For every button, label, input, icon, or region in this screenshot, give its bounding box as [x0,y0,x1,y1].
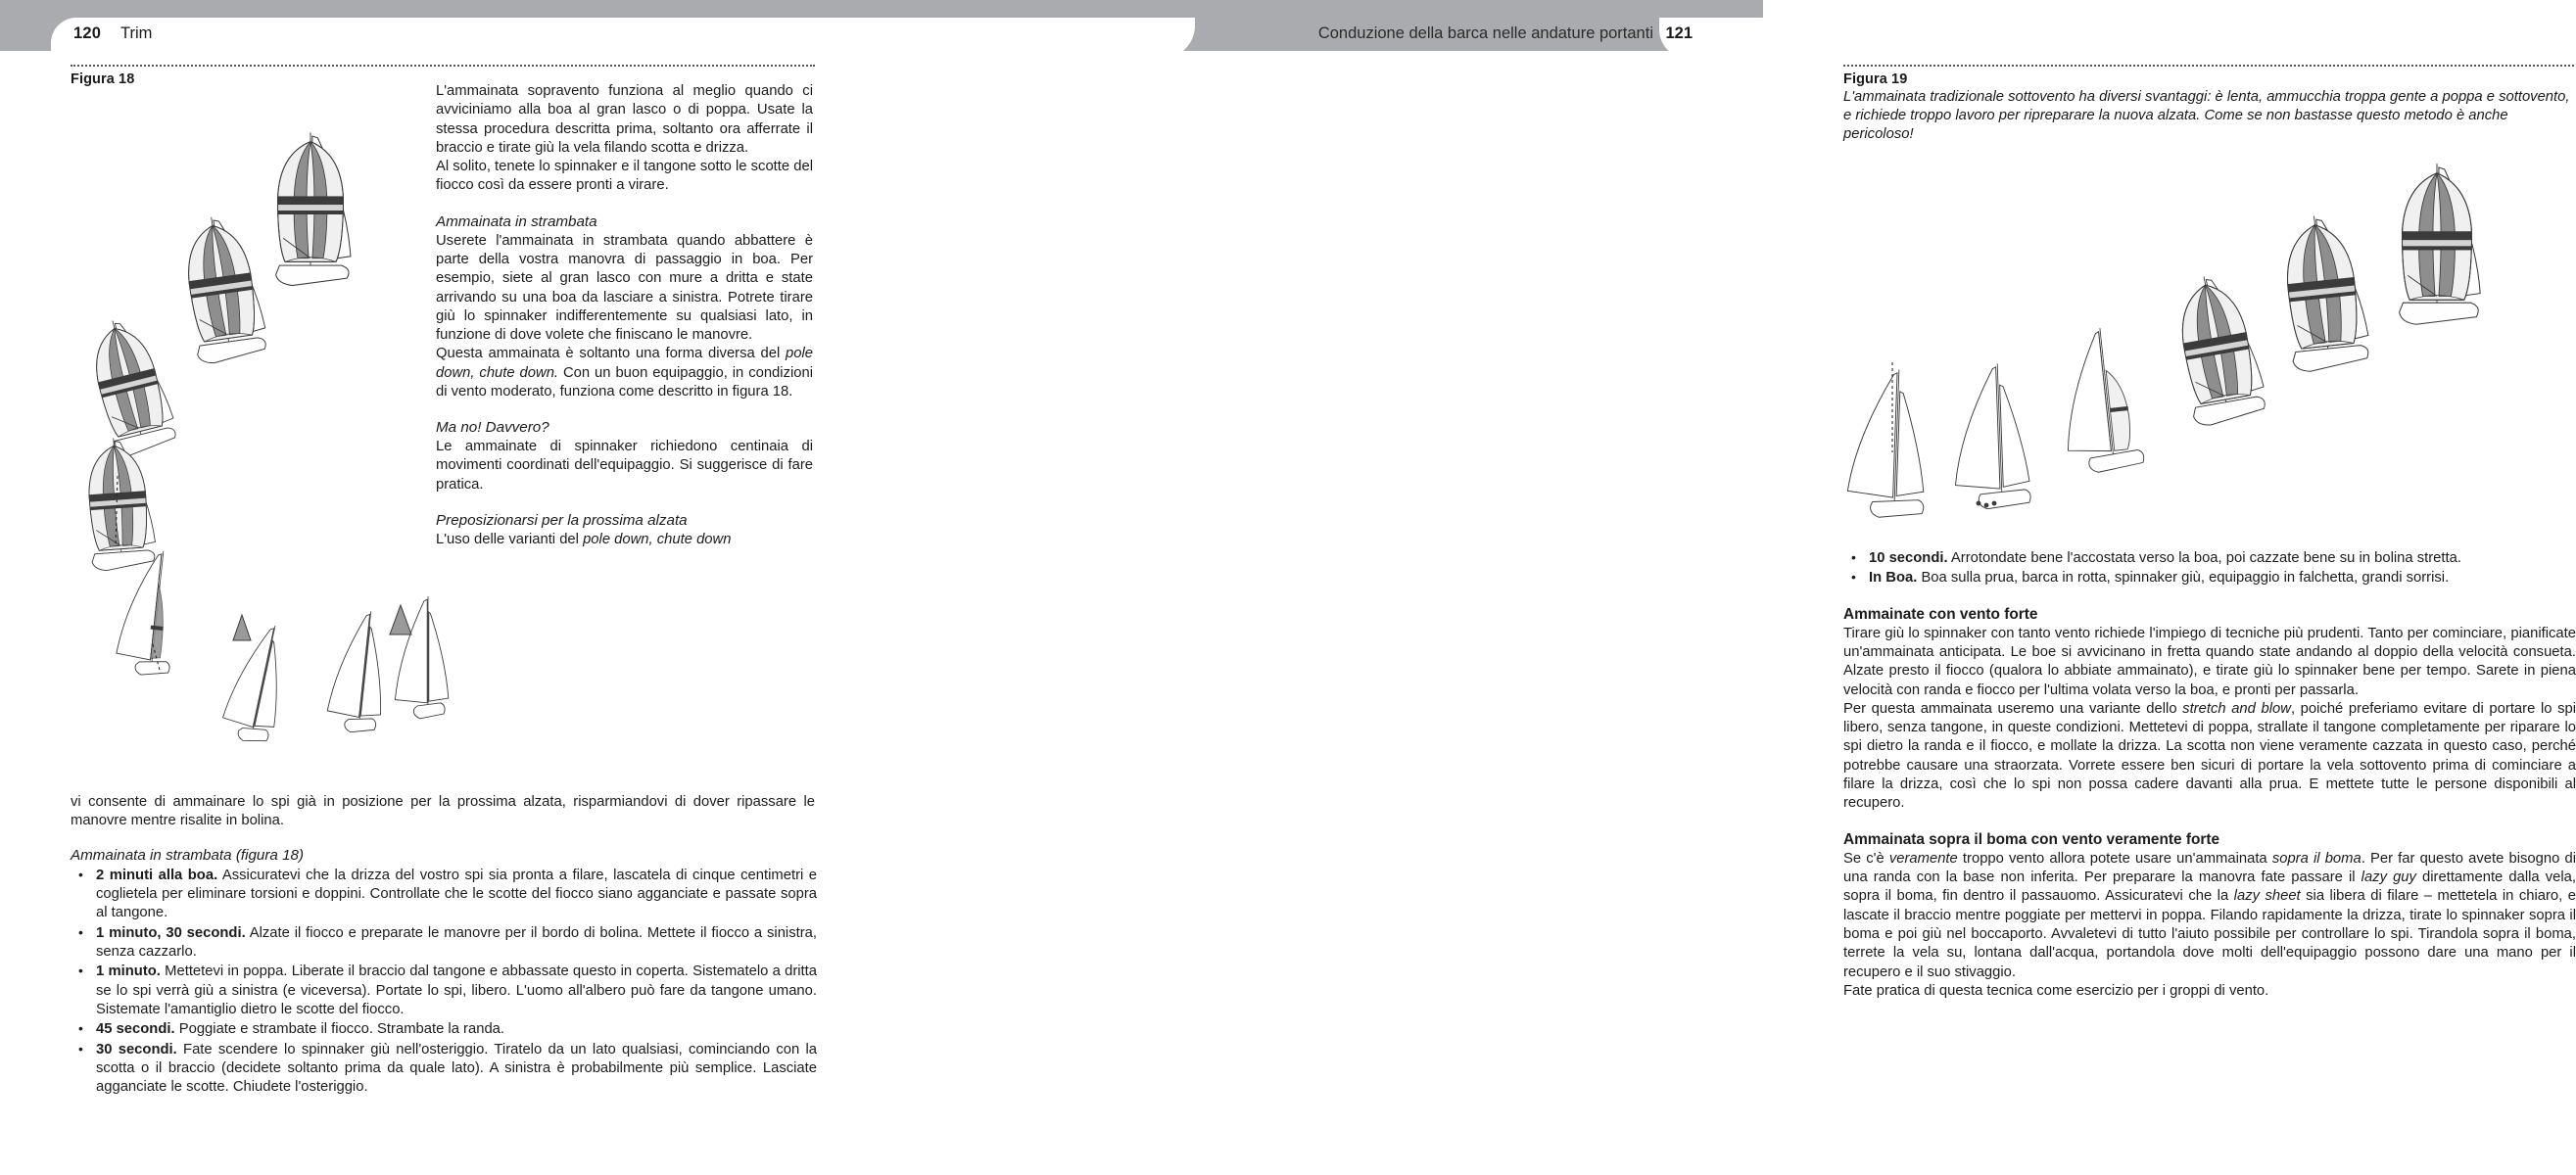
list-item [71,924,817,963]
heading-ma-no-davvero: Ma no! Davvero? [436,419,549,437]
sb-d: direttamente dalla vela, sopra il boma, fin dentro il passauomo. Assicuratevi che la [1843,870,2576,905]
figure-19-rule [1843,65,2574,67]
figure-18-label: Figura 18 [71,71,135,87]
heading-ammainate-vento-forte: Ammainate con vento forte [1843,605,2038,623]
page-right [882,51,2576,1175]
sb-b: troppo vento allora potete usare un'ammainata [1957,850,2272,867]
running-head-left: Trim [120,24,153,42]
sb-i4: lazy sheet [2233,888,2301,905]
list-item-text: Mettetevi in poppa. Liberate il braccio dal tangone e abbassate questo in coperta. Sistematelo a dritta se lo spi verrà giù a sinistra (e viceversa). Portate lo spi, libero. L'uomo all'albero può fare da tangone umano. Sistemate l'amantiglio dietro le scotte del fiocco. [96,964,818,1017]
paragraph-ma-no: Le ammainate di spinnaker richiedono centinaia di movimenti coordinati dell'equipaggio. Si suggerisce di fare pratica. [436,439,813,493]
checklist-right-items [1843,549,2576,588]
sb-e: sia libera di filare – mettetela in chiaro, e lascate il braccio mentre poggiate per mettervi in poppa. Filando rapidamente la drizza, tirate lo spinnaker sopra il boma e poi giù nel boccaporto. Avvaletevi di tutto l'aiuto possibile per controllare lo spi. Tirandola sopra il boma, terrete la vela su, lontana dall'acqua, portandola dove molti dell'equipaggio possono dare una mano per il recupero e il suo stivaggio. [1843,888,2576,980]
figure-18-rule [71,65,815,67]
list-item [1843,569,2576,588]
list-item-text: Fate scendere lo spinnaker giù nell'osteriggio. Tiratelo da un lato qualsiasi, cominciando con la scotta o il braccio (decidete soltanto prima da quale lato). A sinistra è probabilmente più semplice. Lasciate agganciate le scotte. Chiudete l'osteriggio. [96,1041,817,1096]
heading-checklist-strambata: Ammainata in strambata (figura 18) [71,847,305,864]
left-text-column [436,82,813,549]
paragraph-vento-forte-2 [1843,700,2576,814]
figure-19-illustration [1832,119,2576,540]
list-item [71,1041,817,1098]
list-item-label: 30 secondi. [96,1041,177,1058]
left-wide-text [71,793,815,831]
list-item-label: In Boa. [1869,570,1918,587]
page-number-left: 120 [73,24,102,42]
strambata-2-b: Con un buon equipaggio, in condizioni di vento moderato, funziona come descritto in figura 18. [436,364,814,400]
list-item-label: 45 secondi. [96,1021,175,1038]
page-number-right: 121 [1665,24,1693,42]
paragraph-sopravento-1: L'ammainata sopravento funziona al meglio quando ci avviciniamo alla boa al gran lasco o di poppa. Usate la stessa procedura descritta prima, soltanto ora afferrate il braccio e tirate giù la vela filando scotta e drizza. [436,83,813,156]
sb-c: . Per far questo avete bisogno di una randa con la base non inferita. Per preparare la manovra fate passare il [1843,850,2576,886]
vf2-italic: stretch and blow [2182,700,2291,717]
sb-a: Se c'è [1843,850,1889,867]
heading-ammainata-in-strambata: Ammainata in strambata [436,212,597,230]
list-item [71,1020,817,1039]
paragraph-vento-forte-1: Tirare giù lo spinnaker con tanto vento richiede l'impiego di tecniche più prudenti. Tanto per cominciare, pianificate un'ammainata anticipata. Le boe si avvicinano in fretta quando state andando al doppio della velocità consueta. Alzate presto il fiocco (qualora lo abbiate ammainato), e tirate giù lo spinnaker bene per tempo. Sarete in piena velocità con randa e fiocco per l'ultima volata verso la boa, e pronti per passarla. [1843,625,2576,698]
paragraph-sopra-boma-1 [1843,850,2576,982]
strambata-2-a: Questa ammainata è soltanto una forma diversa del [436,346,787,362]
checklist-left-items [71,867,817,1098]
list-item-label: 1 minuto. [96,964,161,980]
list-item-label: 10 secondi. [1869,550,1948,566]
prepos-a: L'uso delle varianti del [436,531,584,547]
list-item-label: 1 minuto, 30 secondi. [96,924,246,941]
paragraph-sopra-boma-2: Fate pratica di questa tecnica come esercizio per i groppi di vento. [1843,982,2269,999]
list-item-text: Poggiate e strambate il fiocco. Strambate la randa. [174,1021,505,1038]
running-head-right: Conduzione della barca nelle andature portanti [1317,24,1653,42]
page-left [0,51,882,1175]
list-item [1843,549,2576,568]
list-item-label: 2 minuti alla boa. [96,867,218,883]
sb-i1: veramente [1888,850,1958,867]
paragraph-preposizionarsi-head [436,531,813,549]
left-checklist [71,846,817,1097]
figure-18-svg [71,86,448,772]
sb-i2: sopra il boma [2271,850,2361,867]
figure-19-label: Figura 19 [1843,71,1908,87]
prepos-italic: pole down, chute down [583,531,732,547]
sb-i3: lazy guy [2361,870,2416,886]
paragraph-strambata-1: Userete l'ammainata in strambata quando abbattere è parte della vostra manovra di passaggio in boa. Per esempio, siete al gran lasco con mure a dritta e state arrivando su una boa da lasciare a sinistra. Potrete tirare giù lo spinnaker indifferentemente su qualsiasi lato, in funzione di dove volete che finiscano le manovre. [436,232,813,344]
list-item-text: Boa sulla prua, barca in rotta, spinnaker giù, equipaggio in falchetta, grandi sorrisi. [1917,570,2450,587]
figure-19-caption: L'ammainata tradizionale sottovento ha diversi svantaggi: è lenta, ammucchia troppa gente a poppa e sottovento, e richiede troppo lavoro per ripreparare la nuova alzata. Come se non bastasse questo metodo è anche pericoloso! [1843,89,2570,143]
strambata-2-italic: pole down, chute down. [436,346,813,381]
paragraph-preposizionarsi-tail: vi consente di ammainare lo spi già in posizione per la prossima alzata, risparmiandovi di dover ripassare le manovre mentre risalite in bolina. [71,794,815,829]
heading-preposizionarsi: Preposizionarsi per la prossima alzata [436,512,688,529]
paragraph-sopravento-2: Al solito, tenete lo spinnaker e il tangone sotto le scotte del fiocco così da essere pronti a virare. [436,159,813,194]
paragraph-strambata-2 [436,345,813,401]
figure-19-svg [1832,119,2576,540]
list-item-text: Alzate il fiocco e preparate le manovre per il bordo di bolina. Mettete il fiocco a sinistra, senza cazzarlo. [96,924,817,961]
list-item [71,867,817,923]
list-item [71,963,817,1019]
list-item-text: Assicuratevi che la drizza del vostro spi sia pronta a filare, lascatela di cinque centimetri e coglietela per eliminare torsioni e doppini. Controllate che le scotte del fiocco siano agganciate e passate sopra al tangone. [96,867,818,921]
right-body-column [1843,548,2576,1001]
vf2-b: , poiché preferiamo evitare di portare lo spi libero, senza tangone, in queste condizioni. Mettetevi di poppa, strallate il tangone completamente per riparare lo spi dietro la randa e il fiocco, e mollate la drizza. La scotta non viene veramente cazzata in questo caso, perché potrebbe causare una straorzata. Vorrete essere ben sicuri di portare la vela sottovento prima di cominciare a filare la drizza, così che lo spi non possa cadere davanti alla prua. E mettete tutte le persone disponibili al recupero. [1843,700,2576,812]
figure-18-illustration [71,86,448,772]
list-item-text: Arrotondate bene l'accostata verso la boa, poi cazzate bene su in bolina stretta. [1947,550,2461,566]
vf2-a: Per questa ammainata useremo una variante dello [1843,700,2183,717]
heading-sopra-il-boma: Ammainata sopra il boma con vento veramente forte [1843,830,2220,848]
